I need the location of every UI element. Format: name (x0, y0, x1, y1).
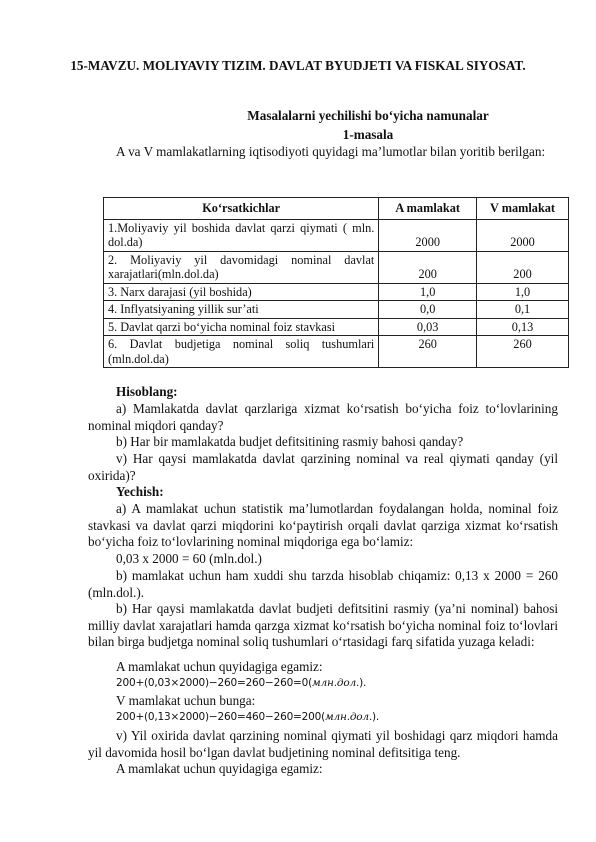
table-cell: 0,03 (379, 318, 477, 336)
country-a-label-2: A mamlakat uchun quyidagiga egamiz: (116, 761, 323, 776)
solution-a-text: a) A mamlakat uchun statistik ma’lumotlardan foydalangan holda, nominal foiz stavkasi va davlat qarzi miqdorini ko‘paytirish orqali davlat qarziga xizmat ko‘rsatish bo‘yicha foiz to‘lovlarining nominal miqdoriga ega bo‘lamiz: (88, 501, 558, 550)
table-cell: 2000 (379, 219, 477, 251)
table-cell: 4. Inflyatsiyaning yillik sur’ati (104, 301, 379, 319)
hisoblang-label: Hisoblang: (116, 384, 178, 399)
table-row (104, 251, 569, 283)
formula-v-unit: млн.дол. (324, 711, 373, 723)
table-cell: 2. Moliyaviy yil davomidagi nominal davlat xarajatlari(mln.dol.da) (104, 251, 379, 283)
table-row (104, 219, 569, 251)
question-v-text: v) Har qaysi mamlakatda davlat qarzining nominal va real qiymati qanday (yil oxirida)? (88, 451, 558, 483)
formula-v-expr: 200+(0,13×2000)−260=460−260=200( (116, 711, 325, 723)
solution-v-text: v) Yil oxirida davlat qarzining nominal qiymati yil boshidagi qarz miqdori hamda yil davomida hosil bo‘lgan davlat budjetining nominal defitsitiga teng. (88, 728, 558, 760)
solution-v (88, 728, 558, 761)
table-cell: 0,13 (477, 318, 569, 336)
table-cell: 200 (379, 251, 477, 283)
formula-v (116, 711, 379, 723)
page-title: 15-MAVZU. MOLIYAVIY TIZIM. DAVLAT BYUDJETI VA FISKAL SIYOSAT. (70, 58, 526, 73)
solution-b-intro-text: b) mamlakat uchun ham xuddi shu tarzda hisoblab chiqamiz: 0,13 x 2000 = 260 (mln.dol.). (88, 568, 558, 600)
table-cell: 0,0 (379, 301, 477, 319)
intro-paragraph (88, 144, 558, 161)
table-cell: 1.Moliyaviy yil boshida davlat qarzi qiymati ( mln. dol.da) (104, 219, 379, 251)
table-cell: 5. Davlat qarzi bo‘yicha nominal foiz stavkasi (104, 318, 379, 336)
table-cell: 2000 (477, 219, 569, 251)
table-row (104, 301, 569, 319)
question-a-text: a) Mamlakatda davlat qarzlariga xizmat ko‘rsatish bo‘yicha foiz to‘lovlarining nominal miqdori qanday? (88, 401, 558, 433)
table-header-row (104, 198, 569, 220)
solution-b (88, 601, 558, 651)
table-cell: 260 (379, 336, 477, 368)
formula-a-expr: 200+(0,03×2000)−260=260−260=0( (116, 677, 313, 689)
table-header: A mamlakat (379, 198, 477, 220)
formula-a (116, 677, 366, 689)
solution-b-text: b) Har qaysi mamlakatda davlat budjeti defitsitini rasmiy (ya’ni nominal) bahosi milliy davlat xarajatlari hamda qarzga xizmat ko‘rsatish bo‘yicha nominal foiz to‘lovlari bilan birga budjetga nominal soliq tushumlari o‘rtasidagi farq sifatida yuzaga keladi: (88, 601, 558, 650)
formula-v-end: ). (372, 711, 380, 723)
table-header: Ko‘rsatkichlar (104, 198, 379, 220)
table-row (104, 336, 569, 368)
table-cell: 0,1 (477, 301, 569, 319)
table-cell: 6. Davlat budjetiga nominal soliq tushumlari (mln.dol.da) (104, 336, 379, 368)
table-header: V mamlakat (477, 198, 569, 220)
country-a-label: A mamlakat uchun quyidagiga egamiz: (116, 659, 323, 674)
indicators-table (103, 197, 569, 368)
solution-a-calc: 0,03 x 2000 = 60 (mln.dol.) (116, 551, 262, 566)
table-row (104, 283, 569, 301)
table-cell: 3. Narx darajasi (yil boshida) (104, 283, 379, 301)
formula-a-end: ). (359, 677, 367, 689)
table-cell: 260 (477, 336, 569, 368)
yechish-heading (88, 484, 558, 501)
table-cell: 200 (477, 251, 569, 283)
hisoblang-heading (88, 384, 558, 401)
intro-text: A va V mamlakatlarning iqtisodiyoti quyidagi ma’lumotlar bilan yoritib berilgan: (116, 144, 546, 159)
country-v-label: V mamlakat uchun bunga: (116, 693, 256, 708)
solution-b-intro (88, 568, 558, 601)
solution-a (88, 501, 558, 551)
table-row (104, 318, 569, 336)
question-b (88, 434, 558, 451)
problem-heading: 1-masala (342, 127, 394, 142)
table-cell: 1,0 (477, 283, 569, 301)
question-v (88, 451, 558, 484)
formula-a-unit: млн.дол. (312, 677, 360, 689)
table-cell: 1,0 (379, 283, 477, 301)
question-b-text: b) Har bir mamlakatda budjet defitsitining rasmiy bahosi qanday? (116, 434, 464, 449)
section-subtitle: Masalalarni yechilishi bo‘yicha namunalar (247, 108, 489, 123)
question-a (88, 401, 558, 434)
yechish-label: Yechish: (116, 484, 164, 499)
